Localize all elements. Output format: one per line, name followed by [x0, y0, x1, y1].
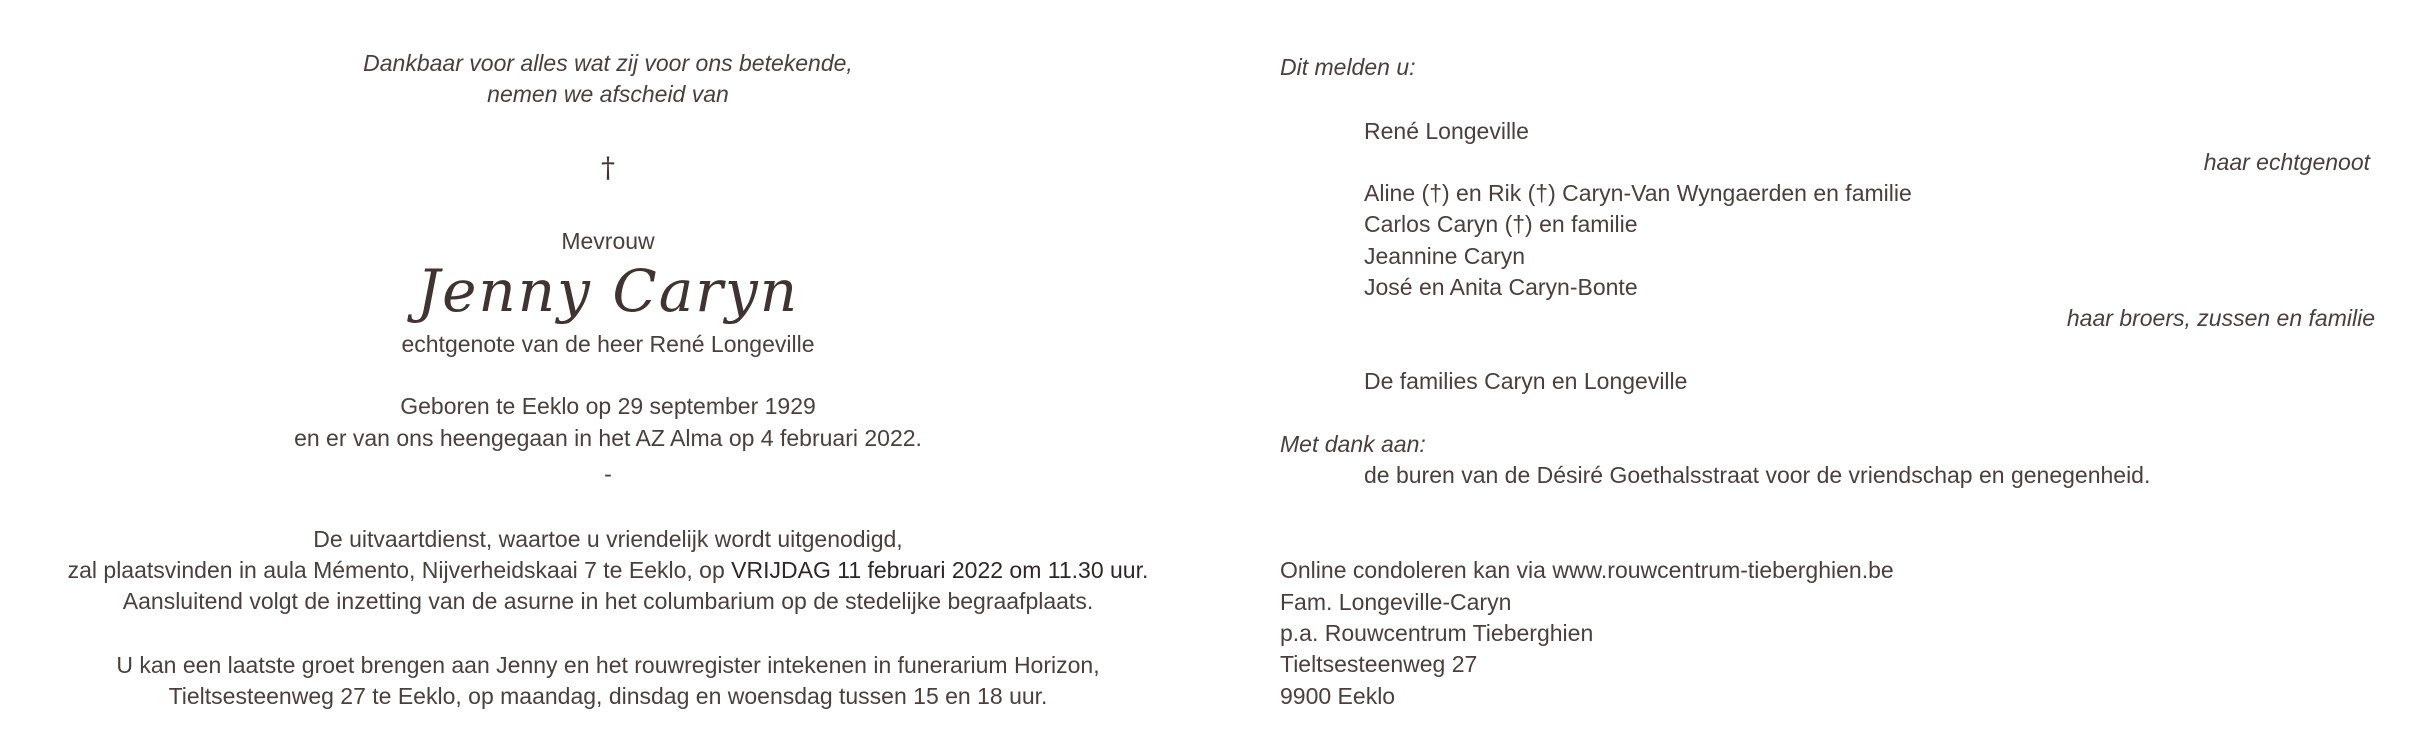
service-line-2-prefix: zal plaatsvinden in aula Mémento, Nijverheidskaai 7 te Eeklo, op: [67, 557, 725, 583]
service-line-3: Aansluitend volgt de inzetting van de asurne in het columbarium op de stedelijke begraafplaats.: [122, 588, 1094, 614]
address-line: 9900 Eeklo: [1280, 683, 1396, 709]
salutation: Mevrouw: [561, 228, 655, 254]
intro-line-2: nemen we afscheid van: [487, 81, 729, 107]
died-line: en er van ons heengegaan in het AZ Alma op 4 februari 2022.: [294, 425, 922, 451]
visit-line-2: Tieltsesteenweg 27 te Eeklo, op maandag, dinsdag en woensdag tussen 15 en 18 uur.: [168, 683, 1048, 709]
service-date-emphasis: VRIJDAG 11 februari 2022 om 11.30 uur.: [731, 557, 1149, 583]
deceased-name: Jenny Caryn: [416, 257, 800, 325]
visit-line-1: U kan een laatste groet brengen aan Jenny en het rouwregister intekenen in funerarium Horizon,: [116, 652, 1100, 678]
spouse-line: echtgenote van de heer René Longeville: [401, 331, 815, 357]
thanks-label: Met dank aan:: [1280, 431, 1426, 457]
husband-name: René Longeville: [1364, 118, 1529, 144]
announce-label: Dit melden u:: [1280, 54, 1416, 80]
sibling-line: Aline (†) en Rik (†) Caryn-Van Wyngaerden en familie: [1364, 180, 1912, 206]
service-line-1: De uitvaartdienst, waartoe u vriendelijk wordt uitgenodigd,: [313, 526, 903, 552]
siblings-role: haar broers, zussen en familie: [2066, 305, 2375, 331]
born-line: Geboren te Eeklo op 29 september 1929: [400, 393, 816, 419]
sibling-line: Carlos Caryn (†) en familie: [1364, 211, 1638, 237]
sibling-line: Jeannine Caryn: [1364, 243, 1526, 269]
separator: -: [604, 461, 612, 487]
service-line-2: [8, 559, 1208, 582]
cross-icon: †: [601, 151, 615, 184]
intro-line-1: Dankbaar voor alles wat zij voor ons betekende,: [363, 50, 853, 76]
address-line: Tieltsesteenweg 27: [1280, 651, 1478, 677]
husband-role: haar echtgenoot: [2203, 149, 2370, 175]
address-line: p.a. Rouwcentrum Tieberghien: [1280, 620, 1594, 646]
condolence-line: Online condoleren kan via www.rouwcentrum-tieberghien.be: [1280, 557, 1894, 583]
sibling-line: José en Anita Caryn-Bonte: [1364, 274, 1638, 300]
address-line: Fam. Longeville-Caryn: [1280, 589, 1512, 615]
thanks-text: de buren van de Désiré Goethalsstraat voor de vriendschap en genegenheid.: [1364, 462, 2151, 488]
families-line: De families Caryn en Longeville: [1364, 368, 1688, 394]
